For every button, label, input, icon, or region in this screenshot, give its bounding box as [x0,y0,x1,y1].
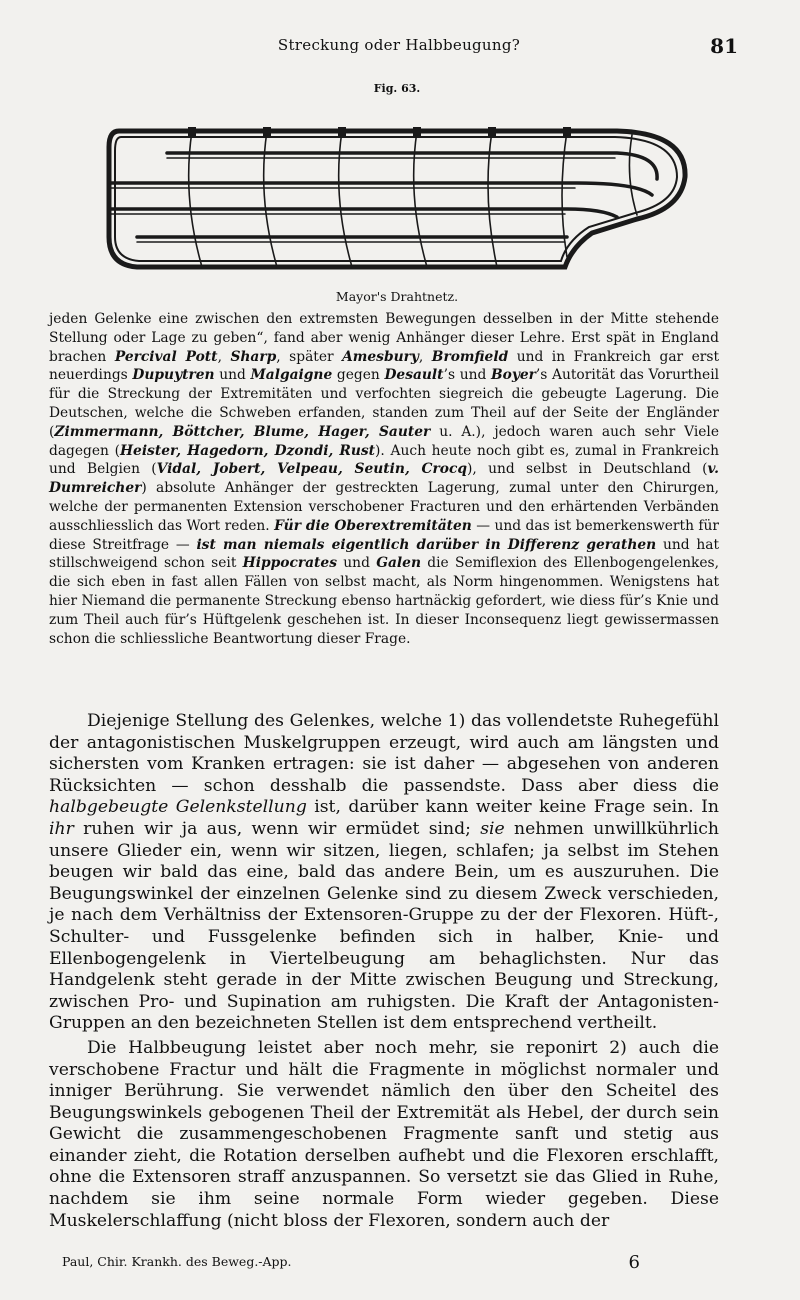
emphasis: sie [480,818,505,839]
signature-mark: 6 [628,1252,640,1273]
author-names: Zimmermann, Böttcher, Blume, Hager, Sauter [54,423,431,440]
text-run: und hat stillschweigend schon seit [49,536,719,572]
text-run: — und das ist bemerkenswerth für diese Streitfrage — [49,517,719,553]
author-name: Malgaigne [250,367,333,384]
author-name: Dupuytren [132,367,215,384]
author-names: Heister, Hagedorn, Dzondi, Rust [120,442,376,459]
text-run: die Semiflexion des Ellenbogengelenkes, die sich eben in fast allen Fällen von selbst macht, als Norm hingenommen. Wenigstens hat hier Niemand die permanente Streckung ebenso hartnäckig gefordert, wie diess für’s Knie und zum Theil auch für’s Hüftgelenk geschehen ist. In dieser Inconsequenz liegt gewissermassen schon die schliessliche Beantwortung dieser Frage. [49,555,719,647]
text-run: und in Frankreich gar erst neuerdings [49,348,720,384]
author-name: Sharp [230,348,277,365]
main-paragraph-2: Die Halbbeugung leistet aber noch mehr, sie reponirt 2) auch die verschobene Fractur und hält die Fragmente in möglichst normaler und inniger Berührung. Sie verwendet nämlich den über den Scheitel des Beugungswinkels gebogenen Theil der Extremität als Hebel, der durch sein Gewicht die zusammengeschobenen Fragmente sanft und stetig aus einander zieht, die Rotation derselben aufhebt und die Flexoren erschlafft, ohne die Extensoren straff anzuspannen. So versetzt sie das Glied in Ruhe, nachdem sie ihm seine normale Form wieder gegeben. Diese Muskelerschlaffung (nicht bloss der Flexoren, sondern auch der [49,1037,719,1231]
text-run: ist, darüber kann weiter keine Frage sein. In [306,797,719,818]
text-run: ), und selbst in Deutschland ( [467,461,708,478]
text-run: ). Auch heute noch gibt es, zumal in Frankreich und Belgien ( [49,442,719,478]
author-name: Hippocrates [242,555,337,572]
text-run: jeden Gelenke eine zwischen den extremsten Bewegungen desselben in der Mitte stehende Stellung oder Lage zu geben“, fand aber wenig Anhänger dieser Lehre. Erst spät in England brachen [49,311,719,365]
main-text [49,711,719,1232]
text-run: und [214,367,251,384]
main-paragraph-1 [49,711,719,1035]
page-header [60,34,738,62]
text-run: ’s Autorität das Vorurtheil für die Streckung der Extremitäten und verfochten siegreich die gebeugte Lagerung. Die Deutschen, welche die Schweben erfanden, standen zum Theil auf der Seite der Engländer ( [49,367,720,440]
small-print-text [49,310,719,648]
text-run: , [418,348,432,365]
author-name: Galen [376,555,421,572]
text-run: ) absolute Anhänger der gestreckten Lagerung, zumal unter den Chirurgen, welche der permanenten Extension verschobener Fracturen und den erhärtenden Verbänden ausschliesslich das Wort reden. [49,480,719,534]
text-run: gegen [332,367,385,384]
emphasis: ihr [49,818,74,839]
text-run: , später [276,348,343,365]
figure-label: Fig. 63. [373,82,421,95]
text-run: nehmen unwillkührlich unsere Glieder ein, wenn wir sitzen, liegen, schlafen; ja selbst im Stehen beugen wir bald das eine, bald das andere Bein, um es auszuruhen. Die Beugungswinkel der einzelnen Gelenke sind zu diesem Zweck verschieden, je nach dem Verhältniss der Extensoren-Gruppe zu der der Flexoren. Hüft-, Schulter- und Fussgelenke befinden sich in halber, Knie- und Ellenbogengelenk in Viertelbeugung am behaglichsten. Nur das Handgelenk steht gerade in der Mitte zwischen Beugung und Streckung, zwischen Pro- und Supination am ruhigsten. Die Kraft der Antagonisten-Gruppen an den bezeichneten Stellen ist dem entsprechend vertheilt. [49,818,719,1034]
emphasis: ist man niemals eigentlich darüber in Differenz gerathen [196,536,657,553]
emphasis: halbgebeugte Gelenkstellung [49,797,307,818]
running-title: Streckung oder Halbbeugung? [277,36,521,54]
small-paragraph [49,310,719,648]
author-name: Amesbury [342,348,419,365]
author-names: Vidal, Jobert, Velpeau, Seutin, Crocq [156,461,467,478]
text-run: Diejenige Stellung des Gelenkes, welche 1) das vollendetste Ruhegefühl der antagonistischen Muskelgruppen erzeugt, wird auch am längsten und sichersten vom Kranken ertragen: sie ist daher — abgesehen von anderen Rücksichten — schon desshalb die passendste. Dass aber diess die [49,711,719,796]
text-run: und [336,555,377,572]
footer-reference: Paul, Chir. Krankh. des Beweg.-App. [62,1254,292,1269]
text-run: ruhen wir ja aus, wenn wir ermüdet sind; [73,818,481,839]
text-run: ’s und [443,367,491,384]
author-name: Boyer [490,367,536,384]
page-number: 81 [710,34,738,58]
author-name: v. Dumreicher [49,461,719,497]
author-name: Bromfield [431,348,509,365]
emphasis: Für die Oberextremitäten [274,517,472,534]
author-name: Desault [384,367,444,384]
figure [92,82,702,304]
text-run: u. A.), jedoch waren auch sehr Viele dagegen ( [49,423,719,459]
page-footer [62,1252,640,1274]
text-run: , [217,348,231,365]
author-name: Percival Pott [114,348,218,365]
wire-splint-illustration [97,97,697,287]
figure-caption: Mayor's Drahtnetz. [335,289,459,304]
